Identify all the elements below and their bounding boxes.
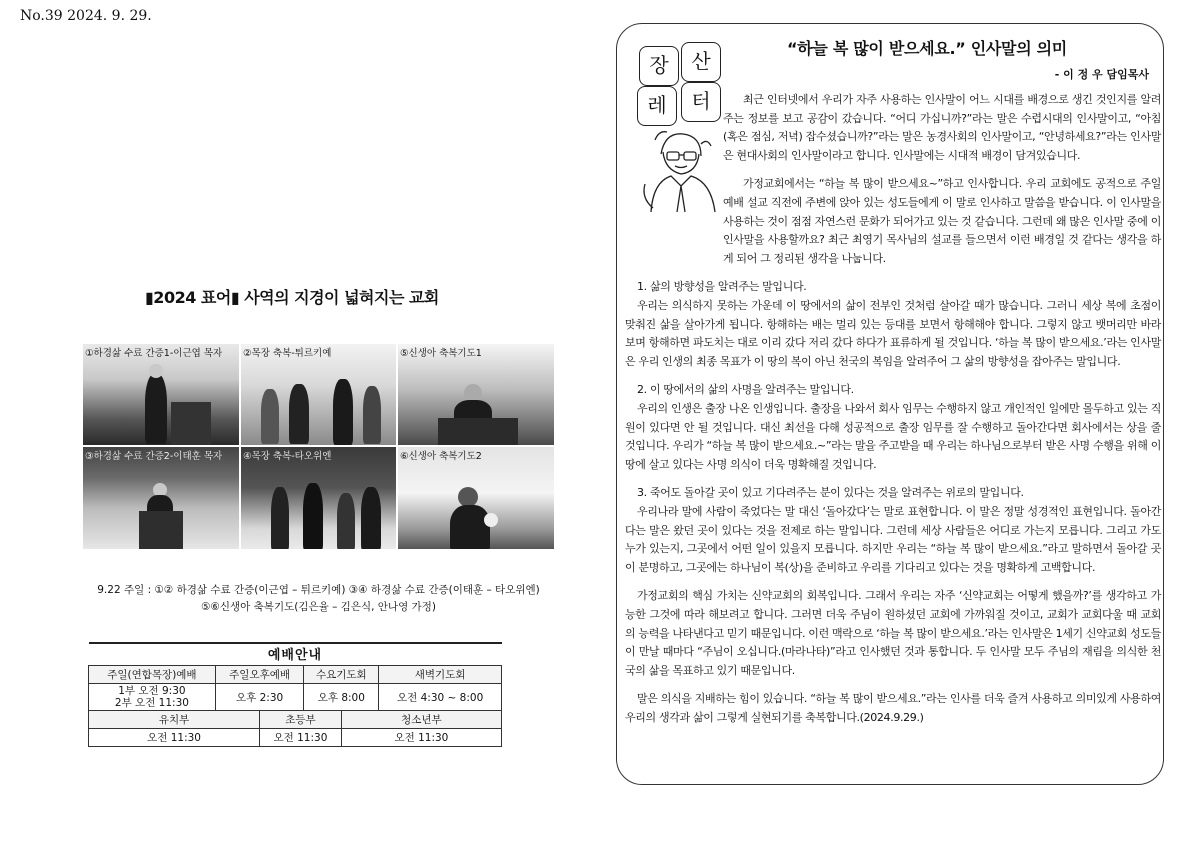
photo-mokjang-taoyuan (240, 446, 397, 550)
worship-schedule-table (88, 642, 502, 747)
point-1-body: 우리는 의식하지 못하는 가운데 이 땅에서의 삶이 전부인 것처럼 살아갈 때가 많습니다. 그러니 세상 복에 초점이 맞춰진 삶을 살아가게 됩니다. 항해하는 배는 멀리 있는 등대를 보면서 항해해야 합니다. 그렇지 않고 뱃머리만 바라보며 항해하면 파도치는 대로 이리 갔다 저리 갔다 하다가 표류하게 될 것입니다. ‘하늘 복 많이 받으세요.’라는 인사말은 우리 인생의 최종 목표가 이 땅의 복이 아닌 천국의 복임을 알려주어 그 삶의 방향성을 잡아주는 말입니다. (625, 299, 1161, 369)
point-2-heading: 2. 이 땅에서의 삶의 사명을 알려주는 말입니다. (637, 383, 854, 397)
header-dawn-prayer: 새벽기도회 (379, 666, 502, 684)
photo-testimony-1 (82, 343, 240, 446)
photo-caption-1: ①하경삶 수료 간증1-이근엽 목자 (85, 348, 223, 359)
paragraph-intro: 최근 인터넷에서 우리가 자주 사용하는 인사말이 어느 시대를 배경으로 생긴 것인지를 알려주는 정보를 보고 공감이 갔습니다. “어디 가십니까?”라는 말은 수렵시대의 인사말이고, “아침(혹은 점심, 저녁) 잡수셨습니까?”라는 말은 농경사회의 인사말이고, “안녕하세요?”라는 인사말은 현대사회의 인사말이라고 합니다. 인사말에는 시대적 배경이 담겨있습니다. (723, 93, 1161, 163)
elementary-time: 오전 11:30 (260, 729, 342, 747)
paragraph-closing: 말은 의식을 지배하는 힘이 있습니다. “하늘 복 많이 받으세요.”라는 인사를 더욱 즐겨 사용하고 의미있게 사용하여 우리의 생각과 삶이 그렇게 실현되기를 축복합니다.(2024.9.29.) (625, 692, 1161, 725)
letter-title: “하늘 복 많이 받으세요.” 인사말의 의미 (787, 39, 1067, 58)
header-elementary: 초등부 (260, 711, 342, 729)
photo-description-line-1: 9.22 주일 : ①② 하경삶 수료 간증(이근엽 – 튀르키예) ③④ 하경삶 수료 간증(이태훈 – 타오위엔) (97, 584, 540, 596)
photo-caption-2: ②목장 축복-튀르키예 (243, 348, 332, 359)
paragraph-core-value: 가정교회의 핵심 가치는 신약교회의 회복입니다. 그래서 우리는 자주 ‘신약교회는 어떻게 했을까?’를 생각하고 가능한 그것에 따라 해보려고 합니다. 그러면 더욱 주님이 원하셨던 교회에 가까워질 것이고, 교회가 교회다울 때 교회의 능력을 나타낸다고 믿기 때문입니다. 이런 맥락으로 ‘하늘 복 많이 받으세요.’라는 인사말은 1세기 신약교회 성도들이 만날 때마다 “주님이 오십니다.(마라나타)”라고 인사했던 것과 통합니다. 두 인사말 모두 주님의 재림을 의식한 천국의 삶을 목표하고 있기 때문입니다. (625, 589, 1161, 678)
header-kindergarten: 유치부 (89, 711, 260, 729)
header-youth: 청소년부 (341, 711, 501, 729)
worship-title: 예배안내 (89, 643, 502, 666)
photo-mokjang-turkiye (240, 343, 397, 446)
point-3-body: 우리나라 말에 사람이 죽었다는 말 대신 ‘돌아갔다’는 말로 표현합니다. 이 말은 정말 성경적인 표현입니다. 돌아간다는 말은 왔던 곳이 있다는 것을 전제로 하는 말입니다. 그런데 세상 사람들은 어디로 가는지 모릅니다. 그리고 가도 누가 있는지, 그곳에서 어떤 일이 있을지 모릅니다. 하지만 우리는 “하늘 복 많이 받으세요.”라고 말하면서 돌아갈 곳이 분명하고, 그곳에는 하나님이 복(상)을 준비하고 우리를 기다리고 있다는 것을 명확하게 고백합니다. (625, 505, 1161, 575)
header-sunday-service: 주일(연합목장)예배 (89, 666, 216, 684)
issue-number: No.39 2024. 9. 29. (20, 8, 152, 24)
photo-grid (82, 343, 555, 550)
sunday-time-2: 2부 오전 11:30 (114, 697, 189, 709)
point-2-body: 우리의 인생은 출장 나온 인생입니다. 출장을 나와서 회사 임무는 수행하지 않고 개인적인 일에만 몰두하고 있는 직원이 있다면 안 될 것입니다. 대신 최선을 다해 성공적으로 출장 임무를 잘 수행하고 돌아간다면 회사에서는 상을 줄 것입니다. 우리가 “하늘 복 많이 받으세요.~”라는 말을 주고받을 때 우리는 하나님으로부터 받은 사명 수행을 위해 이 땅에 살고 있다는 사명 의식이 더욱 명확해질 것입니다. (625, 402, 1161, 472)
section-title: ▮2024 표어▮ 사역의 지경이 넓혀지는 교회 (145, 288, 439, 307)
youth-time: 오전 11:30 (341, 729, 501, 747)
header-wednesday-prayer: 수요기도회 (304, 666, 379, 684)
sunday-time-1: 1부 오전 9:30 (118, 685, 186, 697)
letter-body (625, 91, 1161, 728)
photo-caption-3: ⑤신생아 축복기도1 (400, 348, 482, 359)
pastor-letter-panel (616, 23, 1164, 785)
point-1-heading: 1. 삶의 방향성을 알려주는 말입니다. (637, 280, 807, 294)
badge-char-1: 장 (639, 46, 679, 86)
point-3-heading: 3. 죽어도 돌아갈 곳이 있고 기다려주는 분이 있다는 것을 알려주는 위로의 말입니다. (637, 486, 1024, 500)
photo-caption-6: ⑥신생아 축복기도2 (400, 451, 482, 462)
sunday-service-times (89, 684, 216, 711)
badge-char-2: 산 (681, 42, 721, 82)
badge-char-3: 레 (637, 86, 677, 126)
photo-baby-blessing-2 (397, 446, 555, 550)
paragraph-greeting: 가정교회에서는 “하늘 복 많이 받으세요~”하고 인사합니다. 우리 교회에도 공적으로 주일예배 설교 직전에 주변에 앉아 있는 성도들에게 이 말로 인사하고 말씀을 받습니다. 이 인사말을 사용하는 것이 점점 자연스런 문화가 되어가고 있는 것 같습니다. 그런데 왜 많은 인사말 중에 이 인사말을 사용할까요? 최근 최영기 목사님의 설교를 들으면서 이런 배경일 것 같다는 생각을 하게 되어 그 정리된 생각을 나눕니다. (723, 177, 1161, 266)
photo-caption-5: ④목장 축복-타오위엔 (243, 451, 332, 462)
badge-char-4: 터 (681, 82, 721, 122)
afternoon-service-time: 오후 2:30 (215, 684, 304, 711)
photo-testimony-2 (82, 446, 240, 550)
photo-description-line-2: ⑤⑥신생아 축복기도(김은율 – 김은식, 안나영 가정) (201, 601, 436, 613)
photo-caption-4: ③하경삶 수료 간증2-이태훈 목자 (85, 451, 223, 462)
letter-author: - 이 정 우 담임목사 (1054, 68, 1149, 81)
photo-baby-blessing-1 (397, 343, 555, 446)
photo-description (82, 582, 555, 616)
dawn-prayer-time: 오전 4:30 ~ 8:00 (379, 684, 502, 711)
wednesday-prayer-time: 오후 8:00 (304, 684, 379, 711)
header-afternoon-service: 주일오후예배 (215, 666, 304, 684)
kindergarten-time: 오전 11:30 (89, 729, 260, 747)
